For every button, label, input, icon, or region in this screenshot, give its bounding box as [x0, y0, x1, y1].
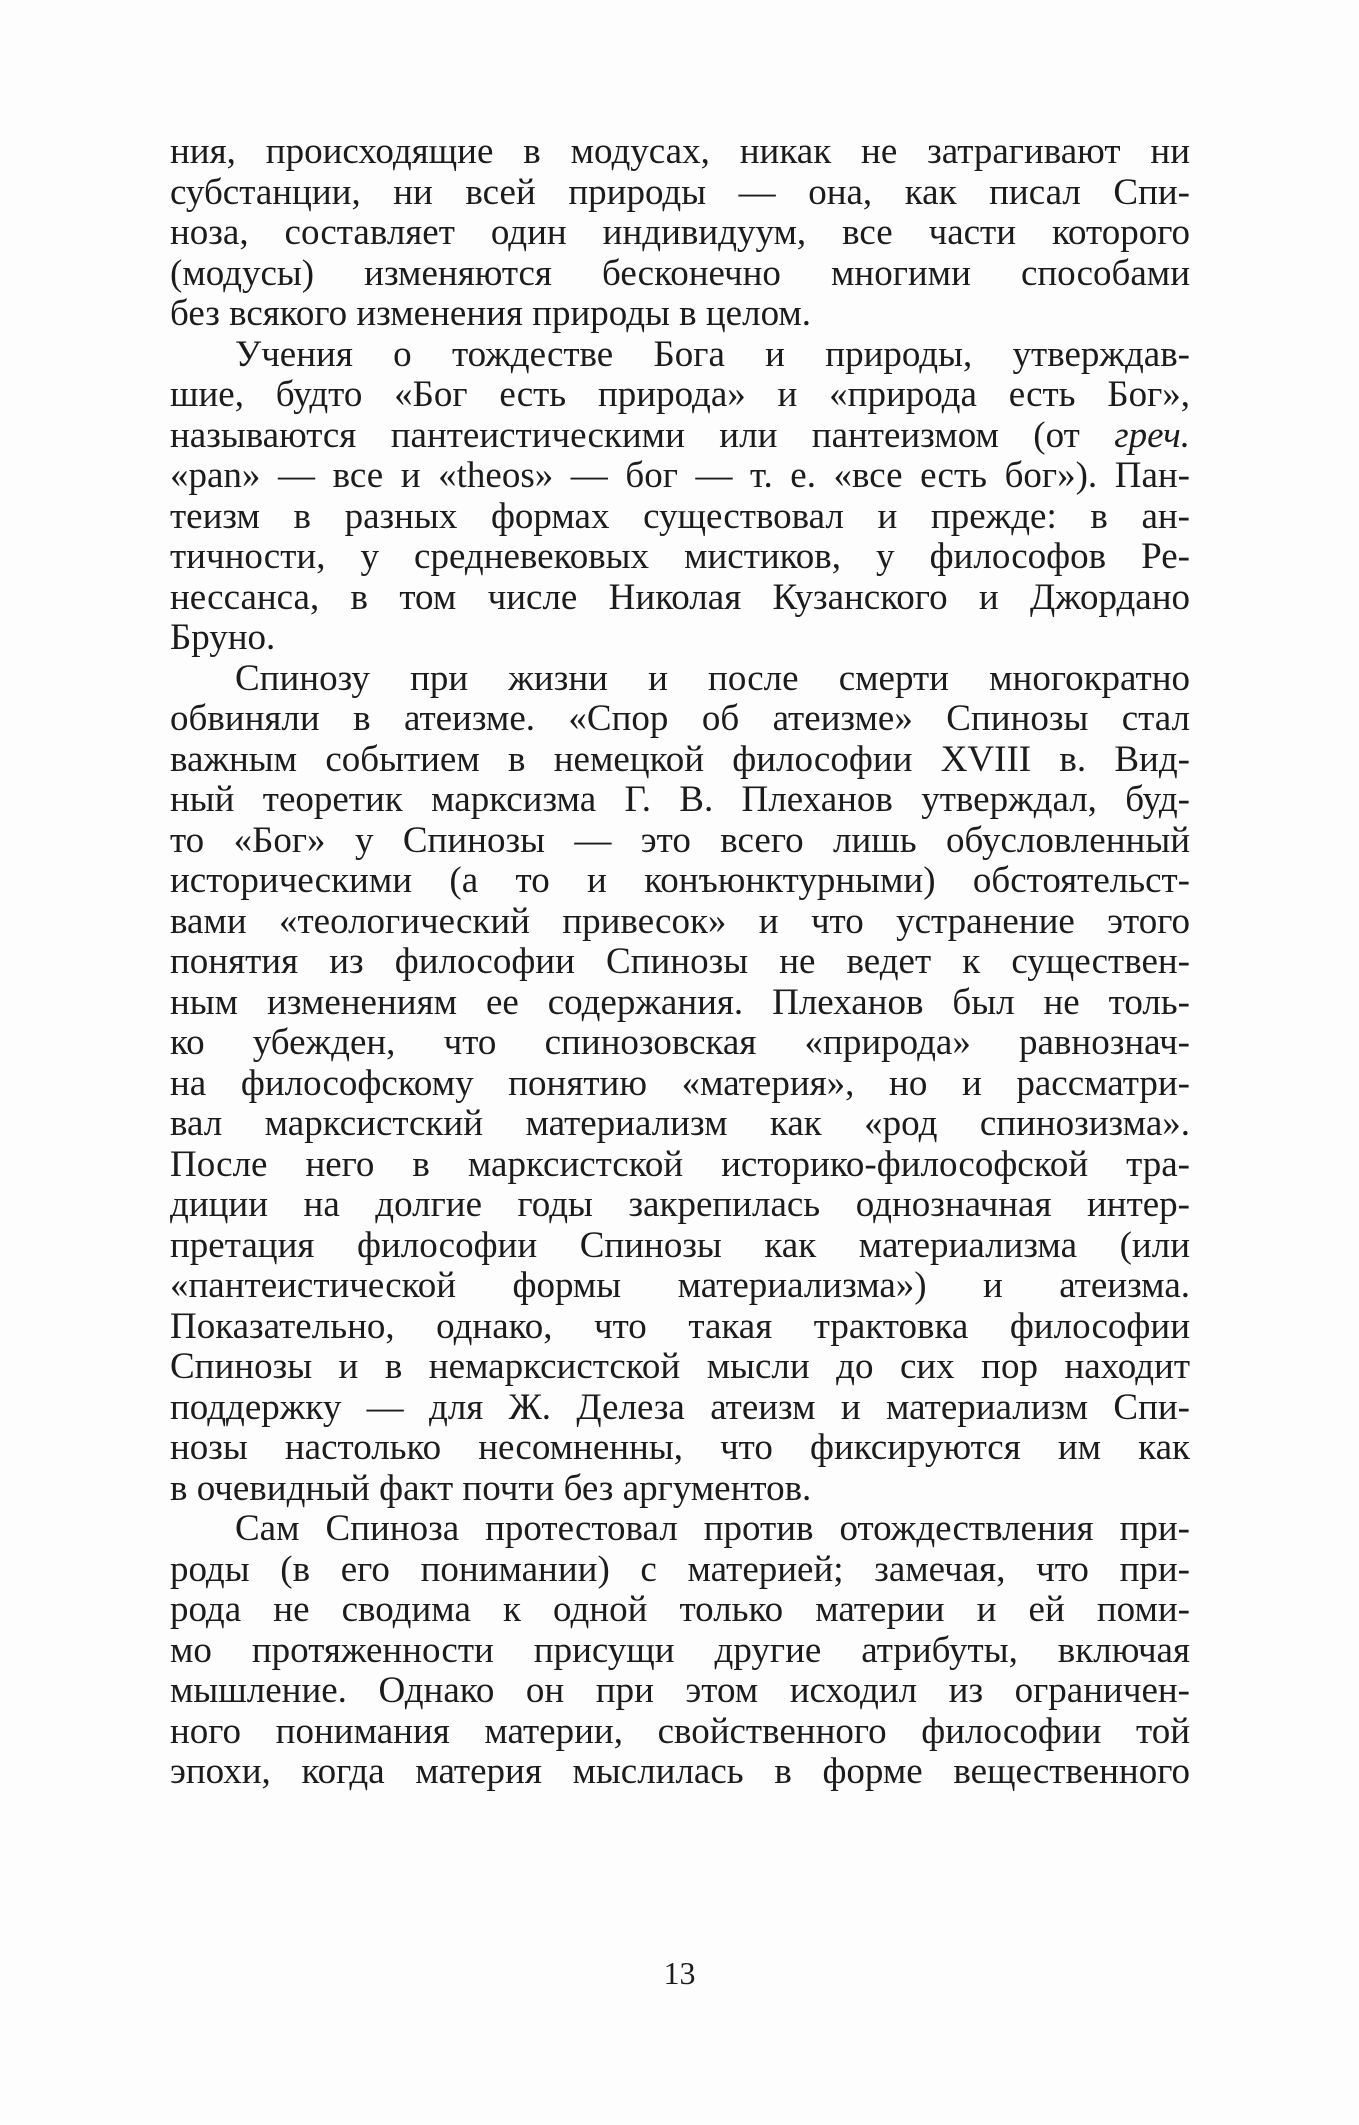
text-line: Бруно.	[170, 617, 276, 658]
paragraph-3	[170, 659, 1190, 1510]
text-line: вами «теологический привесок» и что устранение этого	[170, 900, 1190, 942]
text-line: эпохи, когда материя мыслилась в форме вещественного	[170, 1751, 1190, 1792]
text-line: историческими (а то и конъюнктурными) обстоятельст-	[170, 860, 1190, 901]
text-line: ным изменениям ее содержания. Плеханов был не толь-	[170, 981, 1190, 1023]
text-line: ноза, составляет один индивидуум, все части которого	[170, 212, 1190, 253]
text-line: мышление. Однако он при этом исходил из ограничен-	[170, 1670, 1190, 1711]
text-line: Показательно, однако, что такая трактовка философии	[170, 1305, 1190, 1347]
text-line: Сам Спиноза протестовал против отождествления при-	[235, 1508, 1190, 1549]
paragraph-2	[170, 335, 1190, 659]
text-line: «pan» — все и «theos» — бог — т. е. «все есть бог»). Пан-	[170, 455, 1190, 496]
text-line: на философскому понятию «материя», но и рассматри-	[170, 1062, 1190, 1104]
text-line: шие, будто «Бог есть природа» и «природа есть Бог»,	[170, 374, 1190, 415]
text-line: (модусы) изменяются бесконечно многими способами	[170, 252, 1190, 294]
paragraph-1	[170, 132, 1190, 335]
text-line: поддержку — для Ж. Делеза атеизм и материализм Спи-	[170, 1386, 1190, 1428]
text-line: рода не сводима к одной только материи и ей поми-	[170, 1589, 1190, 1630]
body-text	[170, 132, 1190, 1793]
text-line: мо протяженности присущи другие атрибуты, включая	[170, 1629, 1190, 1671]
text-line: важным событием в немецкой философии XVIII в. Вид-	[170, 738, 1191, 780]
text-line: теизм в разных формах существовал и прежде: в ан-	[170, 495, 1190, 537]
text-line: вал марксистский материализм как «род спинозизма».	[170, 1103, 1190, 1144]
text-line: роды (в его понимании) с материей; замечая, что при-	[170, 1548, 1190, 1590]
text-line: Учения о тождестве Бога и природы, утверждав-	[235, 333, 1190, 375]
text-line: ного понимания материи, свойственного философии той	[170, 1710, 1190, 1752]
text-line: нессанса, в том числе Николая Кузанского и Джордано	[170, 576, 1190, 618]
text-line: диции на долгие годы закрепилась однозначная интер-	[170, 1184, 1190, 1225]
paragraph-4	[170, 1509, 1190, 1793]
text-line: субстанции, ни всей природы — она, как писал Спи-	[170, 171, 1190, 213]
text-line: в очевидный факт почти без аргументов.	[170, 1467, 812, 1509]
text-line: нозы настолько несомненны, что фиксируются им как	[170, 1427, 1190, 1468]
text-line: называются пантеистическими или пантеизмом (от греч.	[170, 414, 1190, 456]
page-number: 13	[663, 1955, 696, 1991]
text-line: ко убежден, что спинозовская «природа» равнознач-	[170, 1022, 1190, 1063]
text-line: ния, происходящие в модусах, никак не затрагивают ни	[170, 131, 1190, 172]
text-line: Спинозы и в немарксистской мысли до сих пор находит	[170, 1346, 1190, 1387]
text-line: без всякого изменения природы в целом.	[170, 293, 812, 334]
text-line: тичности, у средневековых мистиков, у философов Ре-	[170, 536, 1190, 577]
text-line: обвиняли в атеизме. «Спор об атеизме» Спинозы стал	[170, 698, 1190, 739]
text-line: ный теоретик марксизма Г. В. Плеханов утверждал, буд-	[170, 779, 1190, 820]
text-line: «пантеистической формы материализма») и атеизма.	[170, 1265, 1190, 1306]
text-line: После него в марксистской историко-философской тра-	[170, 1143, 1190, 1185]
text-line: претация философии Спинозы как материализма (или	[170, 1224, 1190, 1266]
text-line: Спинозу при жизни и после смерти многократно	[235, 657, 1190, 699]
text-line: понятия из философии Спинозы не ведет к существен-	[170, 941, 1190, 982]
text-line: то «Бог» у Спинозы — это всего лишь обусловленный	[170, 819, 1190, 861]
